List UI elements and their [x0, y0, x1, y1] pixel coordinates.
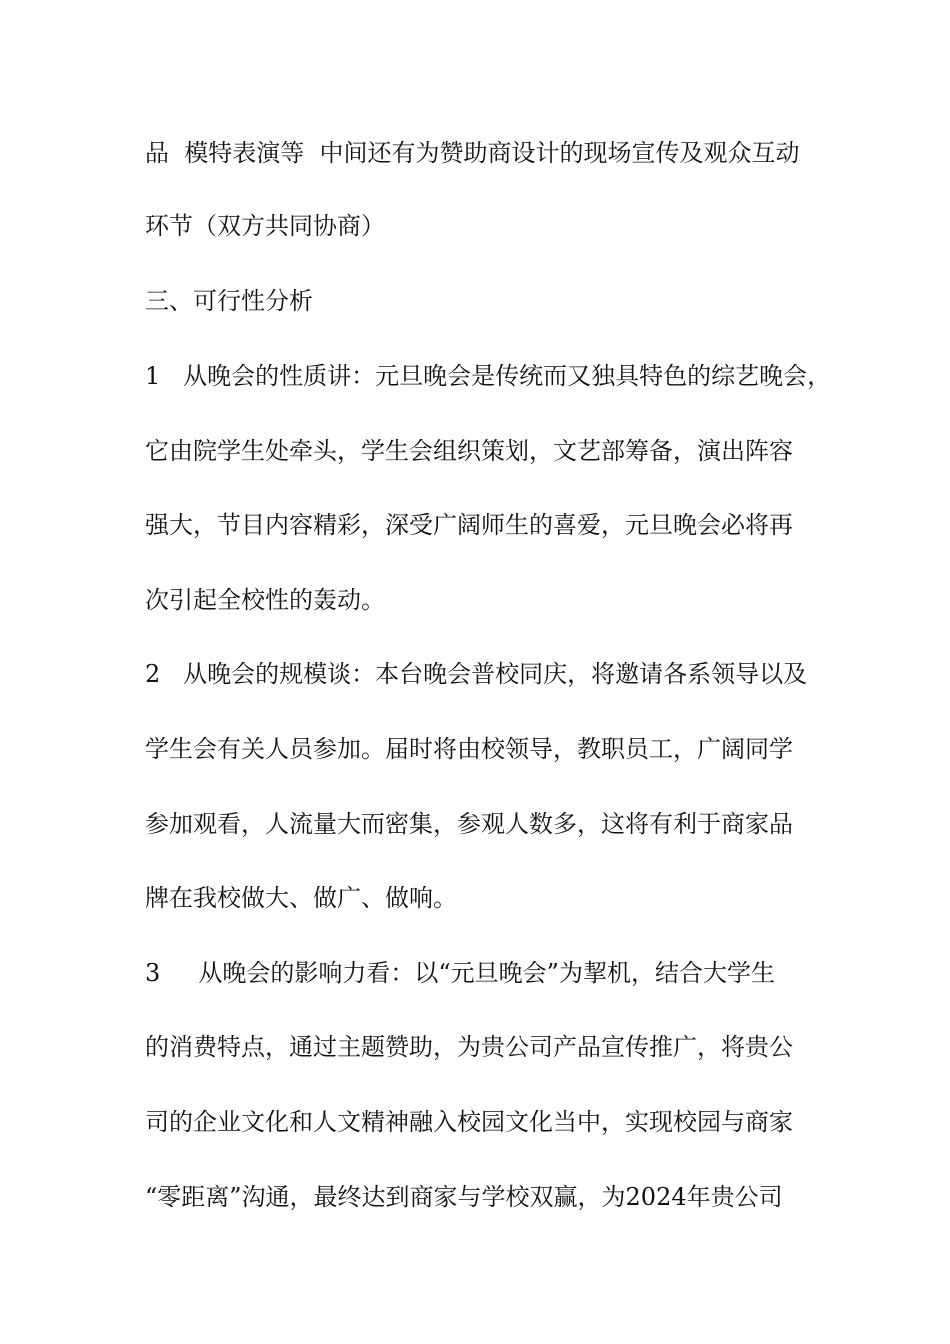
text-line: 强大，节目内容精彩，深受广阔师生的喜爱，元旦晚会必将再	[145, 511, 793, 539]
text-line: “零距离”沟通，最终达到商家与学校双赢，为2024年贵公司	[145, 1183, 783, 1211]
text-line: 品 模特表演等 中间还有为赞助商设计的现场宣传及观众互动	[145, 139, 800, 167]
text-line: 的消费特点，通过主题赞助，为贵公司产品宣传推广，将贵公	[145, 1033, 793, 1061]
text-line: 牌在我校做大、做广、做响。	[145, 884, 457, 912]
text-line: 1 从晚会的性质讲：元旦晚会是传统而又独具特色的综艺晚会，	[145, 362, 832, 390]
text-line: 司的企业文化和人文精神融入校园文化当中，实现校园与商家	[145, 1108, 793, 1136]
text-line: 它由院学生处牵头，学生会组织策划，文艺部筹备，演出阵容	[145, 437, 793, 465]
text-line: 2 从晚会的规模谈：本台晚会普校同庆，将邀请各系领导以及	[145, 660, 808, 688]
text-line: 学生会有关人员参加。届时将由校领导，教职员工，广阔同学	[145, 735, 793, 763]
text-line: 3 从晚会的影响力看：以“元旦晚会”为挈机，结合大学生	[145, 959, 775, 987]
section-heading: 三、可行性分析	[145, 287, 313, 315]
text-line: 参加观看，人流量大而密集，参观人数多，这将有利于商家品	[145, 810, 793, 838]
text-line: 次引起全校性的轰动。	[145, 586, 385, 614]
text-line: 环节（双方共同协商）	[145, 212, 385, 240]
